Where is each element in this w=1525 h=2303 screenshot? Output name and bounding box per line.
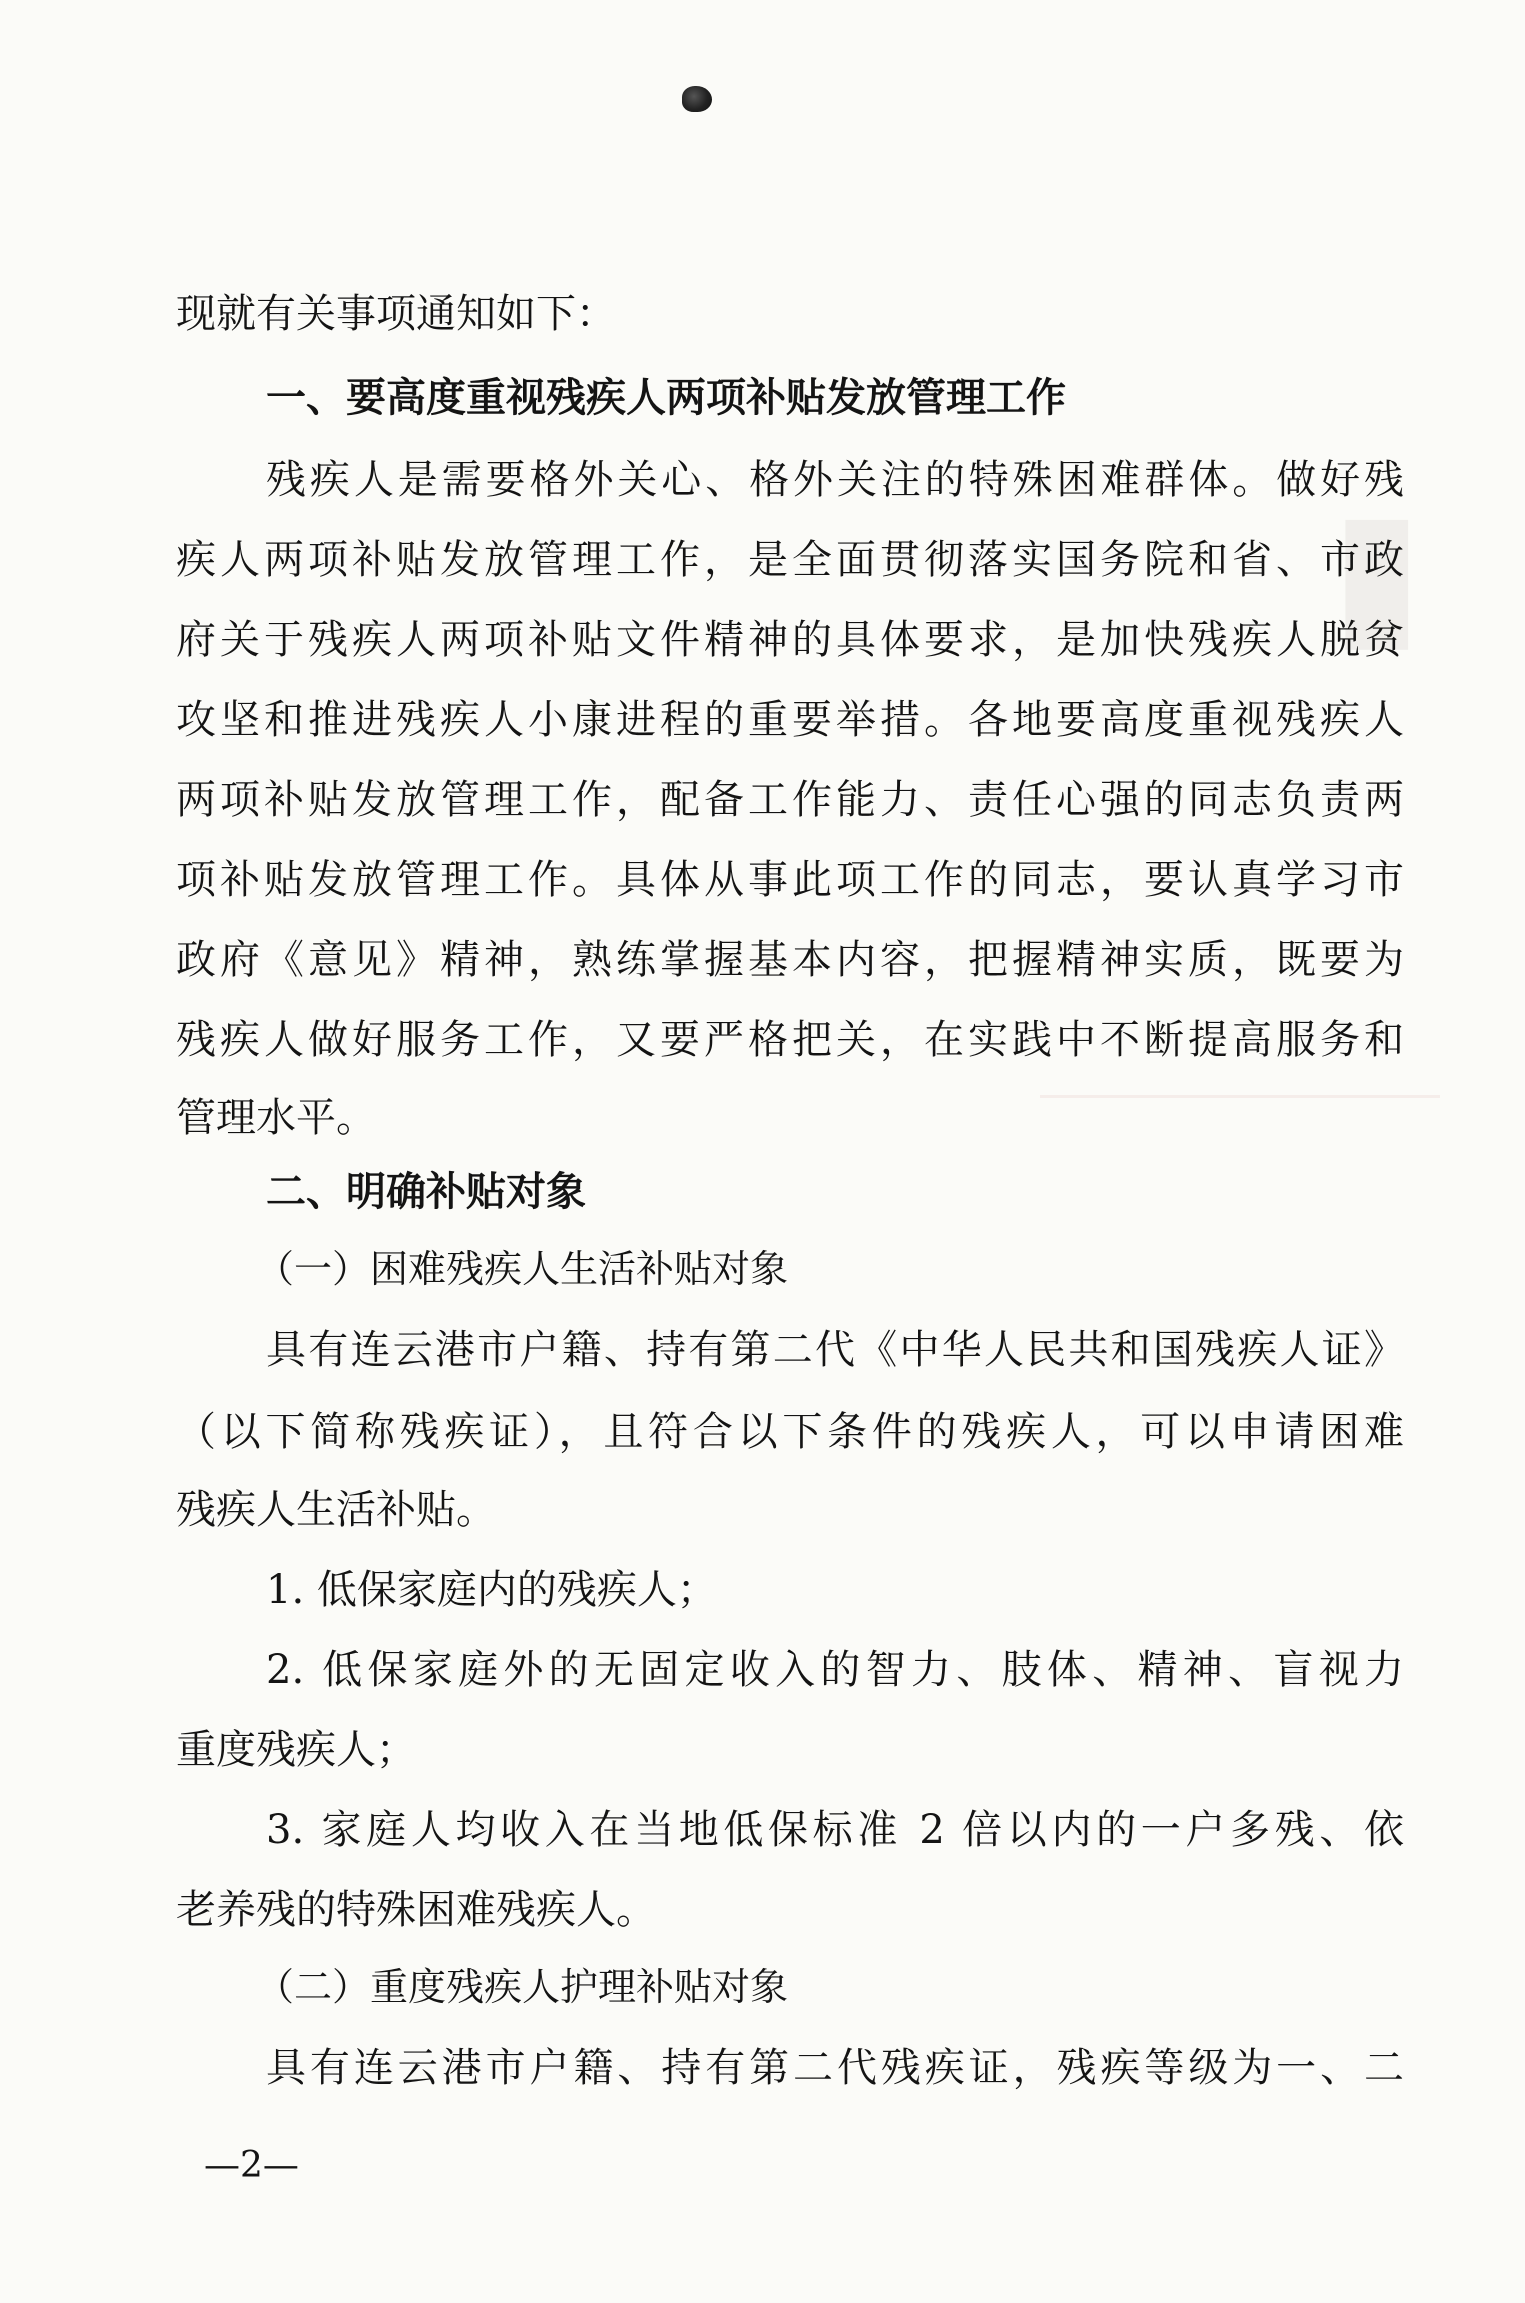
section-2-heading: 二、明确补贴对象 bbox=[266, 1169, 586, 1215]
intro-line: 现就有关事项通知如下： bbox=[176, 291, 616, 337]
paragraph-line: 项补贴发放管理工作。具体从事此项工作的同志，要认真学习市 bbox=[176, 857, 1404, 903]
section-1-heading: 一、要高度重视残疾人两项补贴发放管理工作 bbox=[266, 375, 1066, 421]
list-item-continuation: 重度残疾人； bbox=[176, 1727, 416, 1773]
bleed-through-rule bbox=[1040, 1095, 1440, 1098]
page-number: —2— bbox=[204, 2145, 299, 2186]
list-item: 2. 低保家庭外的无固定收入的智力、肢体、精神、盲视力 bbox=[266, 1647, 1404, 1693]
paragraph-line: 具有连云港市户籍、持有第二代残疾证，残疾等级为一、二 bbox=[266, 2045, 1404, 2091]
paragraph-line: 残疾人生活补贴。 bbox=[176, 1487, 496, 1533]
list-item: 3. 家庭人均收入在当地低保标准 2 倍以内的一户多残、依 bbox=[266, 1807, 1404, 1853]
paragraph-line: 残疾人是需要格外关心、格外关注的特殊困难群体。做好残 bbox=[266, 457, 1404, 503]
paragraph-line: 管理水平。 bbox=[176, 1095, 376, 1141]
subsection-1-heading: （一）困难残疾人生活补贴对象 bbox=[256, 1247, 789, 1291]
paragraph-line: 两项补贴发放管理工作，配备工作能力、责任心强的同志负责两 bbox=[176, 777, 1404, 823]
paragraph-line: 攻坚和推进残疾人小康进程的重要举措。各地要高度重视残疾人 bbox=[176, 697, 1404, 743]
paragraph-line: 政府《意见》精神，熟练掌握基本内容，把握精神实质，既要为 bbox=[176, 937, 1404, 983]
paragraph-line: 具有连云港市户籍、持有第二代《中华人民共和国残疾人证》 bbox=[266, 1327, 1404, 1373]
bleed-through-mark: ▮ bbox=[1330, 470, 1424, 670]
list-item: 1. 低保家庭内的残疾人； bbox=[266, 1567, 717, 1613]
paragraph-line: （以下简称残疾证），且符合以下条件的残疾人，可以申请困难 bbox=[176, 1409, 1404, 1455]
list-item-continuation: 老养残的特殊困难残疾人。 bbox=[176, 1887, 656, 1933]
paragraph-line: 残疾人做好服务工作，又要严格把关，在实践中不断提高服务和 bbox=[176, 1017, 1404, 1063]
subsection-2-heading: （二）重度残疾人护理补贴对象 bbox=[256, 1965, 789, 2009]
paragraph-line: 府关于残疾人两项补贴文件精神的具体要求，是加快残疾人脱贫 bbox=[176, 617, 1404, 663]
paragraph-line: 疾人两项补贴发放管理工作，是全面贯彻落实国务院和省、市政 bbox=[176, 537, 1404, 583]
binding-hole bbox=[682, 86, 712, 112]
